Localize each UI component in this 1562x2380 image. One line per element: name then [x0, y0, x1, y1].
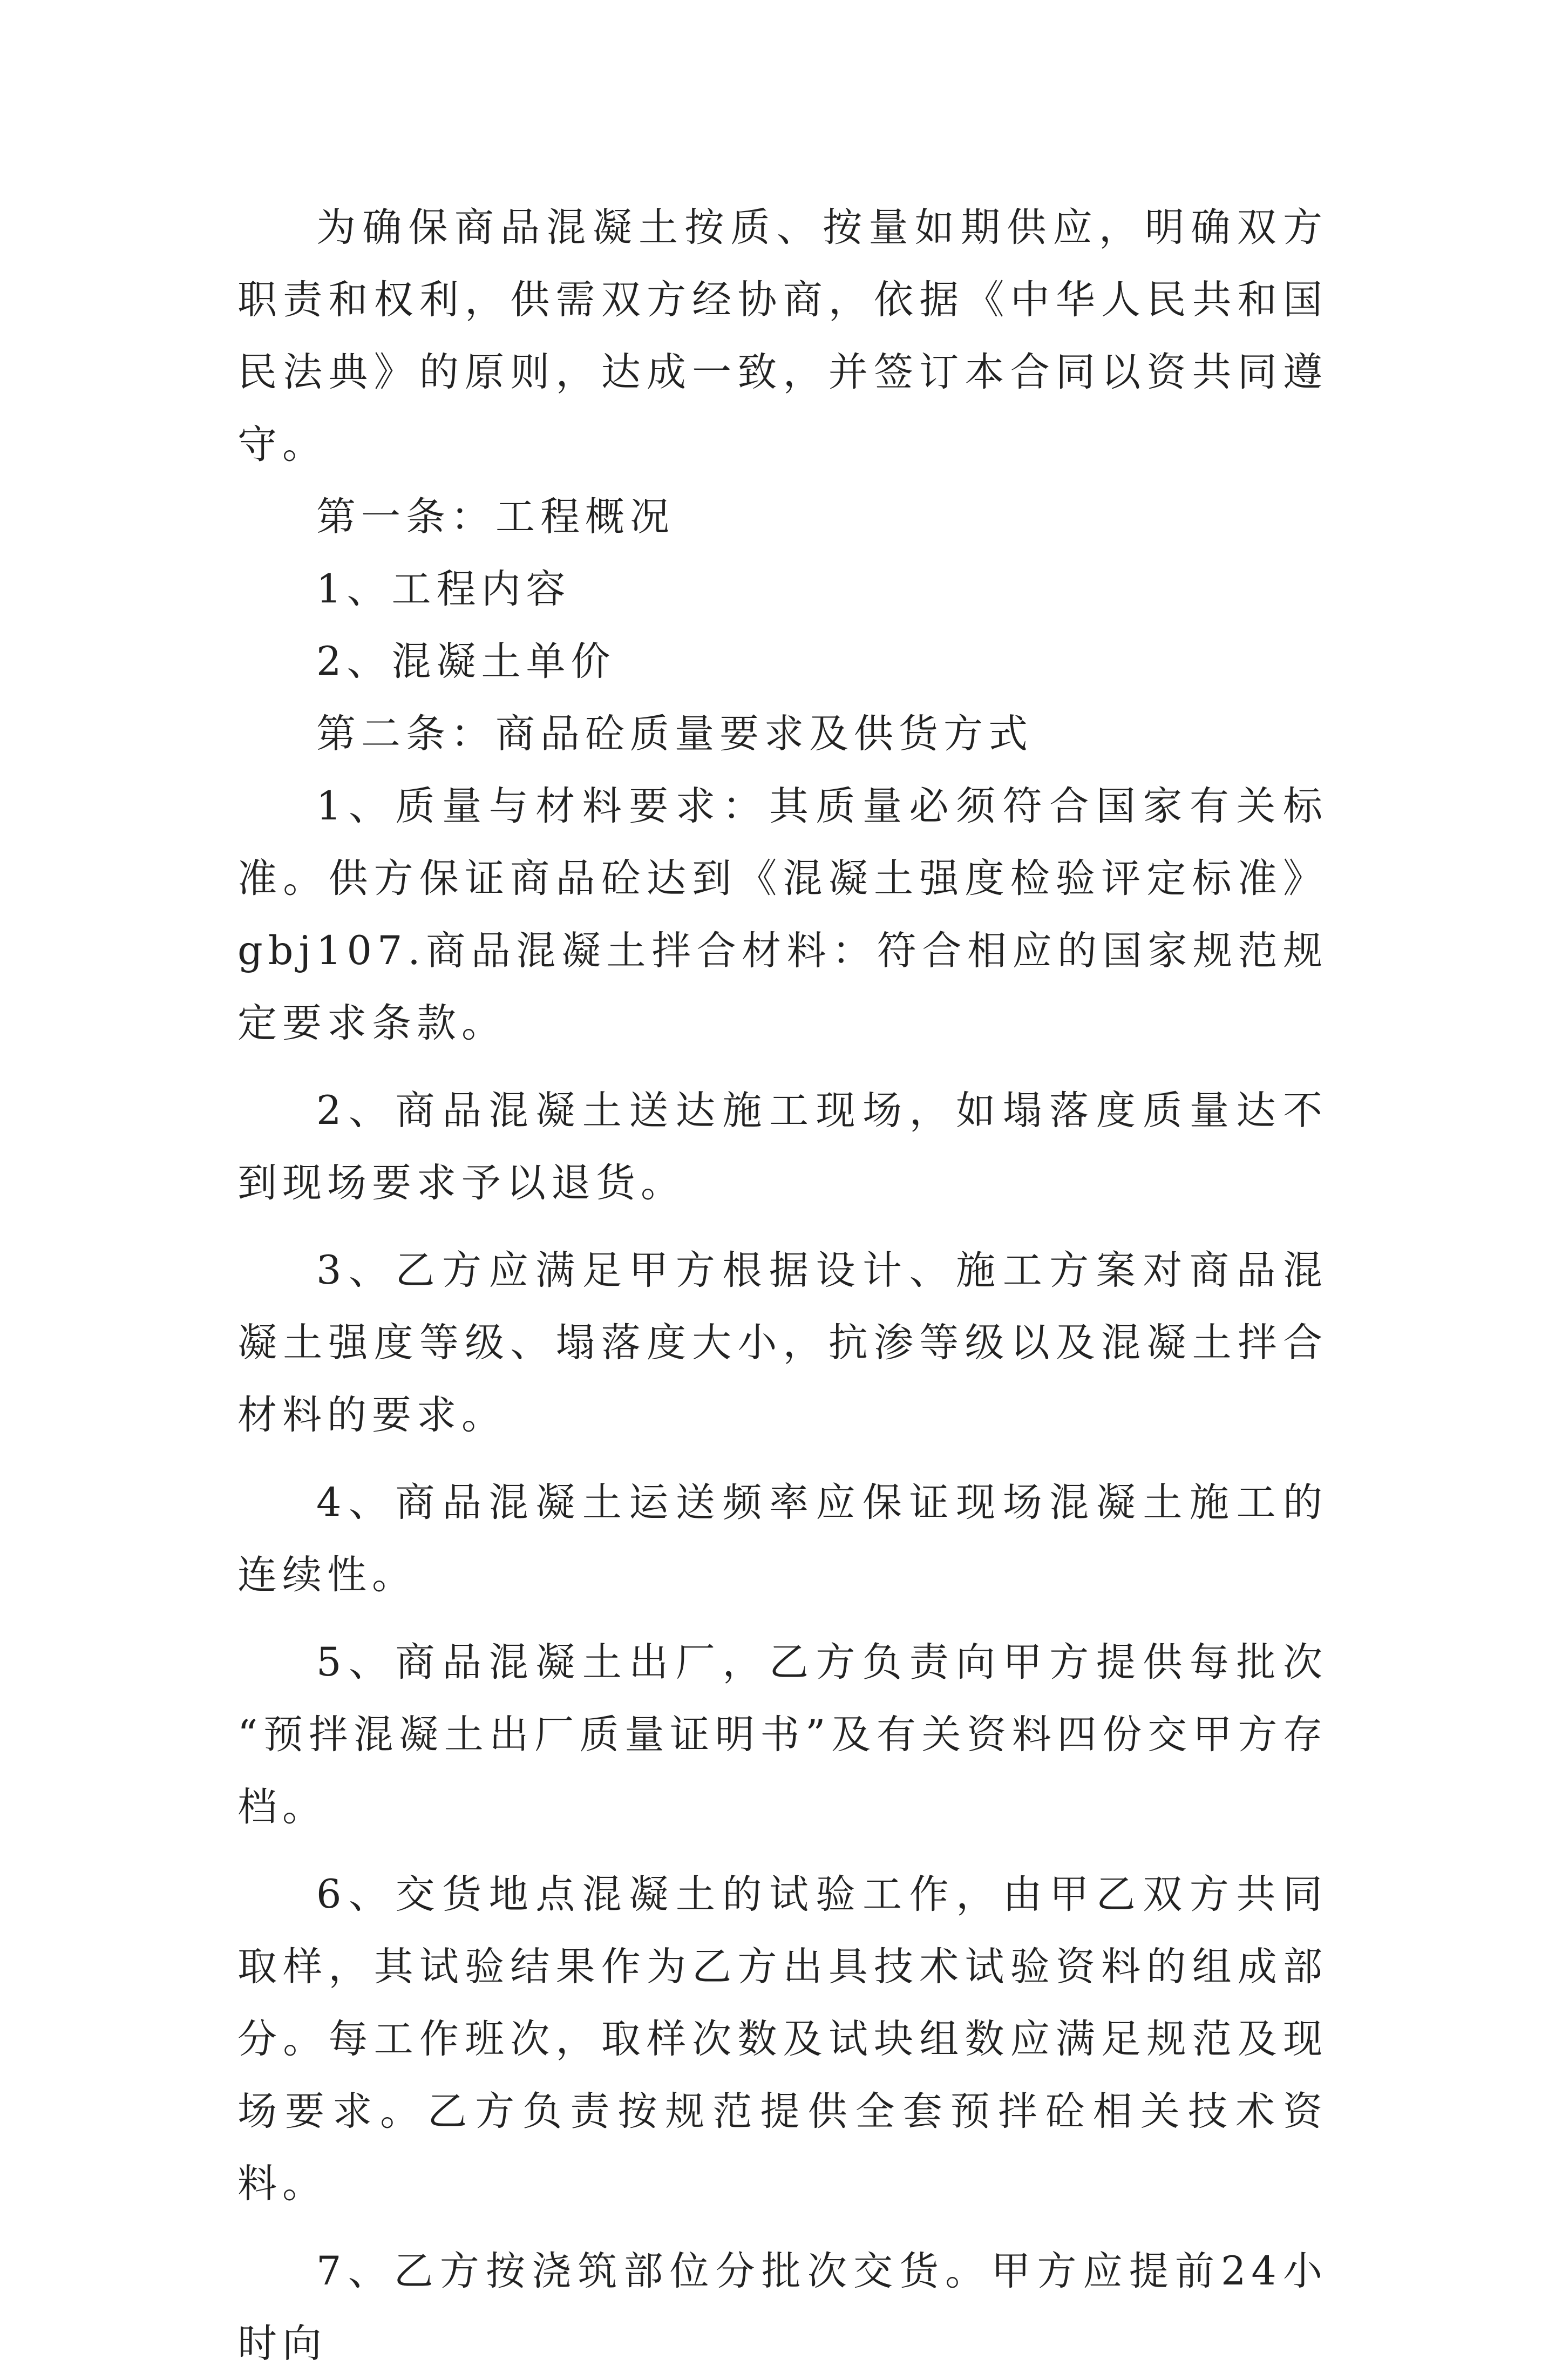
paragraph-intro: 为确保商品混凝土按质、按量如期供应，明确双方职责和权利，供需双方经协商，依据《中华人民共和国民法典》的原则，达成一致，并签订本合同以资共同遵守。	[237, 205, 1328, 467]
item-strength-requirements: 3、乙方应满足甲方根据设计、施工方案对商品混凝土强度等级、塌落度大小，抗渗等级以及混凝土拌合材料的要求。	[237, 1247, 1328, 1438]
document-body	[237, 192, 1328, 2380]
item-sampling-tests: 6、交货地点混凝土的试验工作，由甲乙双方共同取样，其试验结果作为乙方出具技术试验资料的组成部分。每工作班次，取样次数及试块组数应满足规范及现场要求。乙方负责按规范提供全套预拌砼相关技术资料。	[237, 1872, 1328, 2207]
item-quality-certificate: 5、商品混凝土出厂，乙方负责向甲方提供每批次 “预拌混凝土出厂质量证明书”及有关资料四份交甲方存档。	[237, 1639, 1328, 1830]
item-batch-delivery: 7、乙方按浇筑部位分批次交货。甲方应提前24小时向	[237, 2248, 1328, 2367]
item-quality-materials: 1、质量与材料要求：其质量必须符合国家有关标准。供方保证商品砼达到《混凝土强度检验评定标准》gbj107.商品混凝土拌合材料：符合相应的国家规范规定要求条款。	[237, 783, 1328, 1046]
item-concrete-unit-price: 2、混凝土单价	[316, 639, 616, 684]
item-project-content: 1、工程内容	[316, 566, 571, 612]
item-delivery-frequency: 4、商品混凝土运送频率应保证现场混凝土施工的连续性。	[237, 1480, 1328, 1598]
heading-article-2: 第二条：商品砼质量要求及供货方式	[316, 711, 1033, 757]
item-slump-return: 2、商品混凝土送达施工现场，如塌落度质量达不到现场要求予以退货。	[237, 1088, 1328, 1206]
heading-article-1: 第一条：工程概况	[316, 494, 675, 540]
